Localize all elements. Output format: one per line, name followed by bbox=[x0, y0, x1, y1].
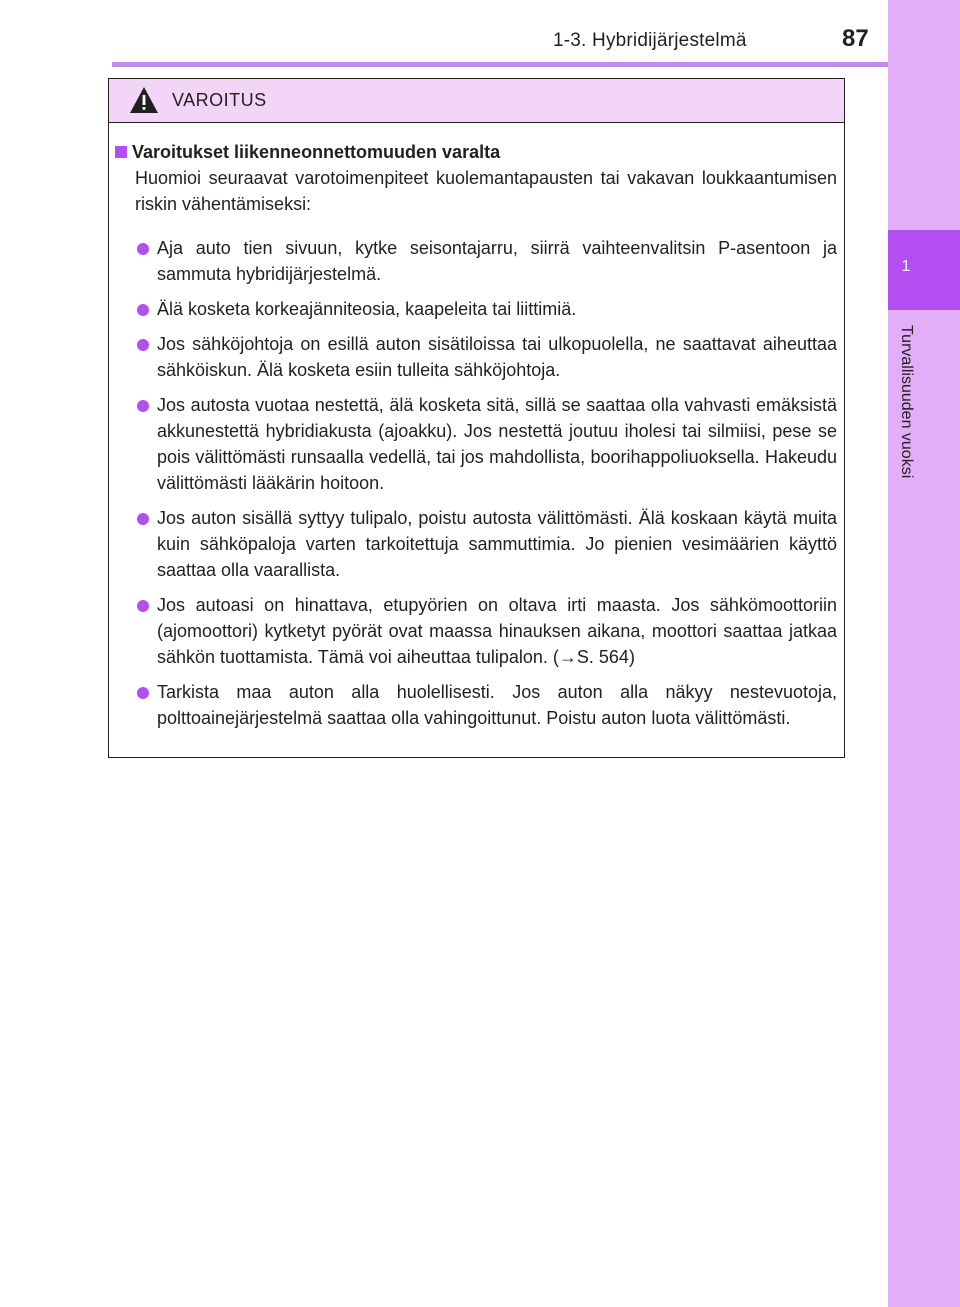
list-item-text: Jos sähköjohtoja on esillä auton sisätiloissa tai ulkopuolella, ne saattavat aiheuttaa sähköiskun. Älä kosketa esiin tulleita sähköjohtoja. bbox=[157, 334, 837, 380]
round-bullet-icon bbox=[137, 304, 149, 316]
list-item-text: Aja auto tien sivuun, kytke seisontajarru, siirrä vaihteenvalitsin P-asentoon ja sammuta hybridijärjestelmä. bbox=[157, 238, 837, 284]
warning-body bbox=[109, 123, 844, 731]
list-item bbox=[109, 296, 837, 322]
warning-items bbox=[109, 235, 837, 731]
warning-triangle-icon bbox=[129, 86, 159, 114]
list-item bbox=[109, 331, 837, 383]
warning-section-title bbox=[115, 139, 837, 165]
round-bullet-icon bbox=[137, 600, 149, 612]
warning-label: VAROITUS bbox=[172, 90, 267, 110]
chapter-number: 1 bbox=[901, 258, 911, 275]
square-bullet-icon bbox=[115, 146, 127, 158]
list-item bbox=[109, 592, 837, 670]
list-item-text: Älä kosketa korkeajänniteosia, kaapeleita tai liittimiä. bbox=[157, 299, 577, 319]
warning-box bbox=[108, 78, 845, 758]
round-bullet-icon bbox=[137, 513, 149, 525]
round-bullet-icon bbox=[137, 243, 149, 255]
round-bullet-icon bbox=[137, 687, 149, 699]
round-bullet-icon bbox=[137, 339, 149, 351]
list-item bbox=[109, 235, 837, 287]
list-item bbox=[109, 392, 837, 496]
section-title: 1-3. Hybridijärjestelmä bbox=[553, 30, 747, 51]
chapter-title: Turvallisuuden vuoksi bbox=[898, 325, 915, 479]
warning-intro: Huomioi seuraavat varotoimenpiteet kuolemantapausten tai vakavan loukkaantumisen riskin vähentämiseksi: bbox=[135, 168, 837, 214]
list-item bbox=[109, 679, 837, 731]
list-item bbox=[109, 505, 837, 583]
list-item-text: Jos auton sisällä syttyy tulipalo, poistu autosta välittömästi. Älä koskaan käytä muita kuin sähköpaloja varten tarkoitettuja sammuttimia. Jo pienien vesimäärien käyttö saattaa olla vaarallista. bbox=[157, 508, 837, 580]
list-item-text: Tarkista maa auton alla huolellisesti. Jos auton alla näkyy nestevuotoja, polttoainejärjestelmä saattaa olla vahingoittunut. Poistu auton luota välittömästi. bbox=[157, 682, 837, 728]
list-item-text: Jos autosta vuotaa nestettä, älä kosketa sitä, sillä se saattaa olla vahvasti emäksistä akkunestettä hybridiakusta (ajoakku). Jos nestettä joutuu iholesi tai silmiisi, pese se pois välittömästi runsaalla vedellä, tai jos mahdollista, boorihappoliuoksella. Hakeudu välittömästi lääkärin hoitoon. bbox=[157, 395, 837, 493]
page-number: 87 bbox=[842, 25, 869, 52]
warning-section-title-text: Varoitukset liikenneonnettomuuden varalta bbox=[132, 142, 501, 162]
warning-header bbox=[109, 79, 844, 123]
list-item-text: Jos autoasi on hinattava, etupyörien on oltava irti maasta. Jos sähkömoottoriin (ajomoottori) kytketyt pyörät ovat maassa hinauksen aikana, moottori saattaa jatkaa sähkön tuottamista. Tämä voi aiheuttaa tulipalon. (→S. 564) bbox=[157, 595, 837, 667]
header-rule bbox=[112, 62, 888, 67]
round-bullet-icon bbox=[137, 400, 149, 412]
side-tab bbox=[888, 0, 960, 1307]
